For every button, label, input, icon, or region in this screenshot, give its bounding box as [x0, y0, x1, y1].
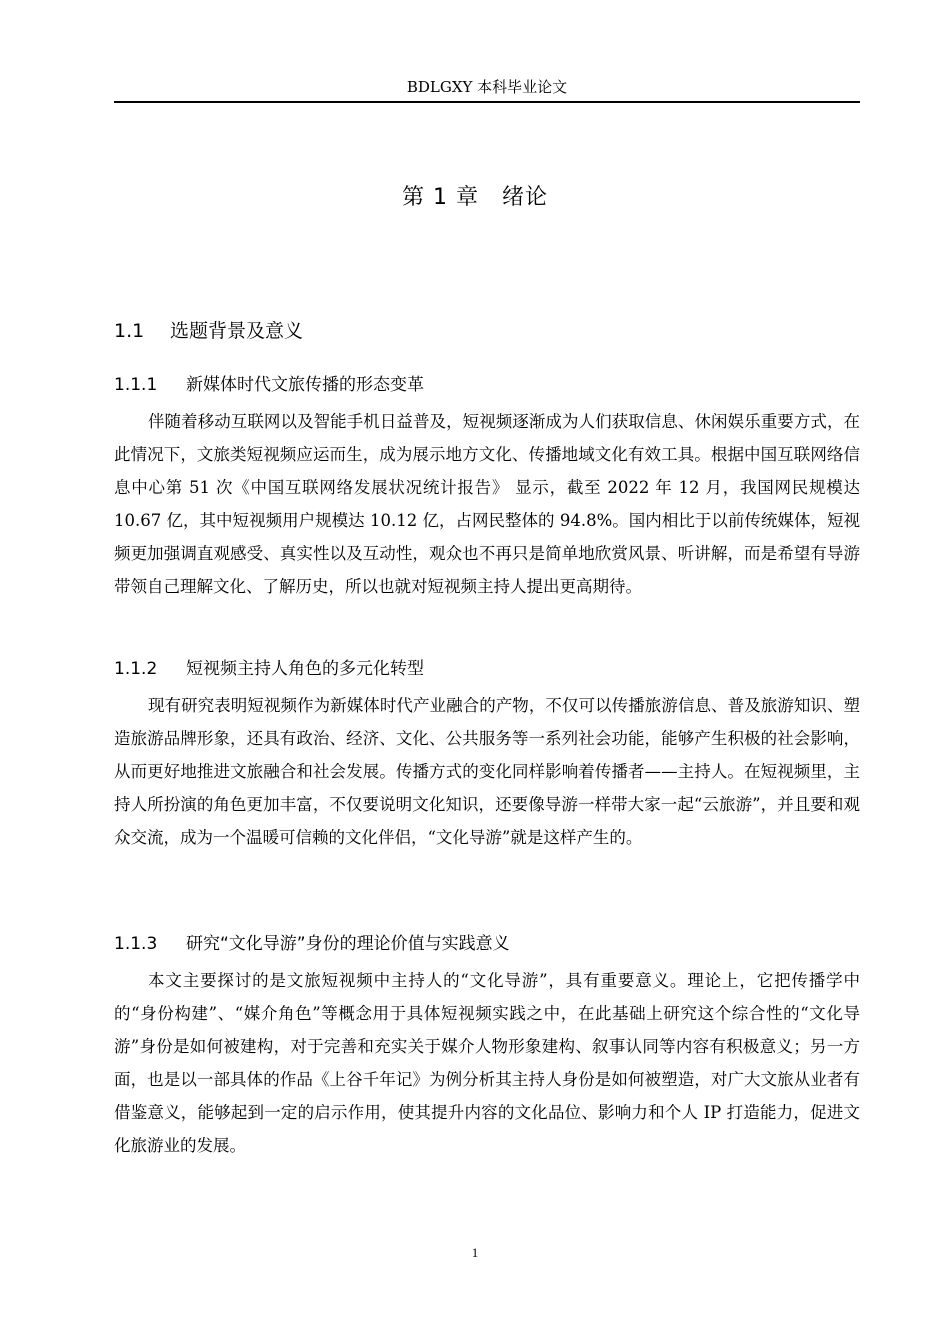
subsection-heading — [114, 929, 510, 954]
body-paragraph: 现有研究表明短视频作为新媒体时代产业融合的产物，不仅可以传播旅游信息、普及旅游知识、塑造旅游品牌形象，还具有政治、经济、文化、公共服务等一系列社会功能，能够产生积极的社会影响，从而更好地推进文旅融合和社会发展。传播方式的变化同样影响着传播者——主持人。在短视频里，主持人所扮演的角色更加丰富，不仅要说明文化知识，还要像导游一样带大家一起“云旅游”，并且要和观众交流，成为一个温暖可信赖的文化伴侣，“文化导游”就是这样产生的。 — [114, 696, 860, 847]
subsection-number: 1.1.1 — [114, 375, 158, 395]
page-number: 1 — [471, 1245, 479, 1260]
subsection-heading — [114, 654, 424, 679]
chapter-title: 第 1 章 绪论 — [402, 185, 548, 210]
section-title: 选题背景及意义 — [170, 320, 304, 342]
subsection-number: 1.1.3 — [114, 934, 158, 954]
running-header: BDLGXY 本科毕业论文 — [406, 78, 568, 96]
subsection-title: 新媒体时代文旅传播的形态变革 — [186, 375, 424, 395]
subsection-number: 1.1.2 — [114, 659, 158, 679]
subsection-title: 研究“文化导游”身份的理论价值与实践意义 — [186, 934, 510, 954]
header-divider — [114, 101, 860, 103]
subsection-title: 短视频主持人角色的多元化转型 — [186, 659, 424, 679]
subsection-heading — [114, 370, 424, 395]
section-number: 1.1 — [114, 320, 145, 342]
body-paragraph: 本文主要探讨的是文旅短视频中主持人的“文化导游”，具有重要意义。理论上，它把传播学中的“身份构建”、“媒介角色”等概念用于具体短视频实践之中，在此基础上研究这个综合性的“文化导游”身份是如何被建构，对于完善和充实关于媒介人物形象建构、叙事认同等内容有积极意义；另一方面，也是以一部具体的作品《上谷千年记》为例分析其主持人身份是如何被塑造，对广大文旅从业者有借鉴意义，能够起到一定的启示作用，使其提升内容的文化品位、影响力和个人 IP 打造能力，促进文化旅游业的发展。 — [114, 971, 860, 1155]
body-paragraph: 伴随着移动互联网以及智能手机日益普及，短视频逐渐成为人们获取信息、休闲娱乐重要方式，在此情况下，文旅类短视频应运而生，成为展示地方文化、传播地域文化有效工具。根据中国互联网络信息中心第 51 次《中国互联网络发展状况统计报告》 显示，截至 2022 年 12 月，我国网民规模达 10.67 亿，其中短视频用户规模达 10.12 亿，占网民整体的 94.8%。国内相比于以前传统媒体，短视频更加强调直观感受、真实性以及互动性，观众也不再只是简单地欣赏风景、听讲解，而是希望有导游带领自己理解文化、了解历史，所以也就对短视频主持人提出更高期待。 — [114, 412, 860, 596]
section-heading — [114, 316, 303, 343]
